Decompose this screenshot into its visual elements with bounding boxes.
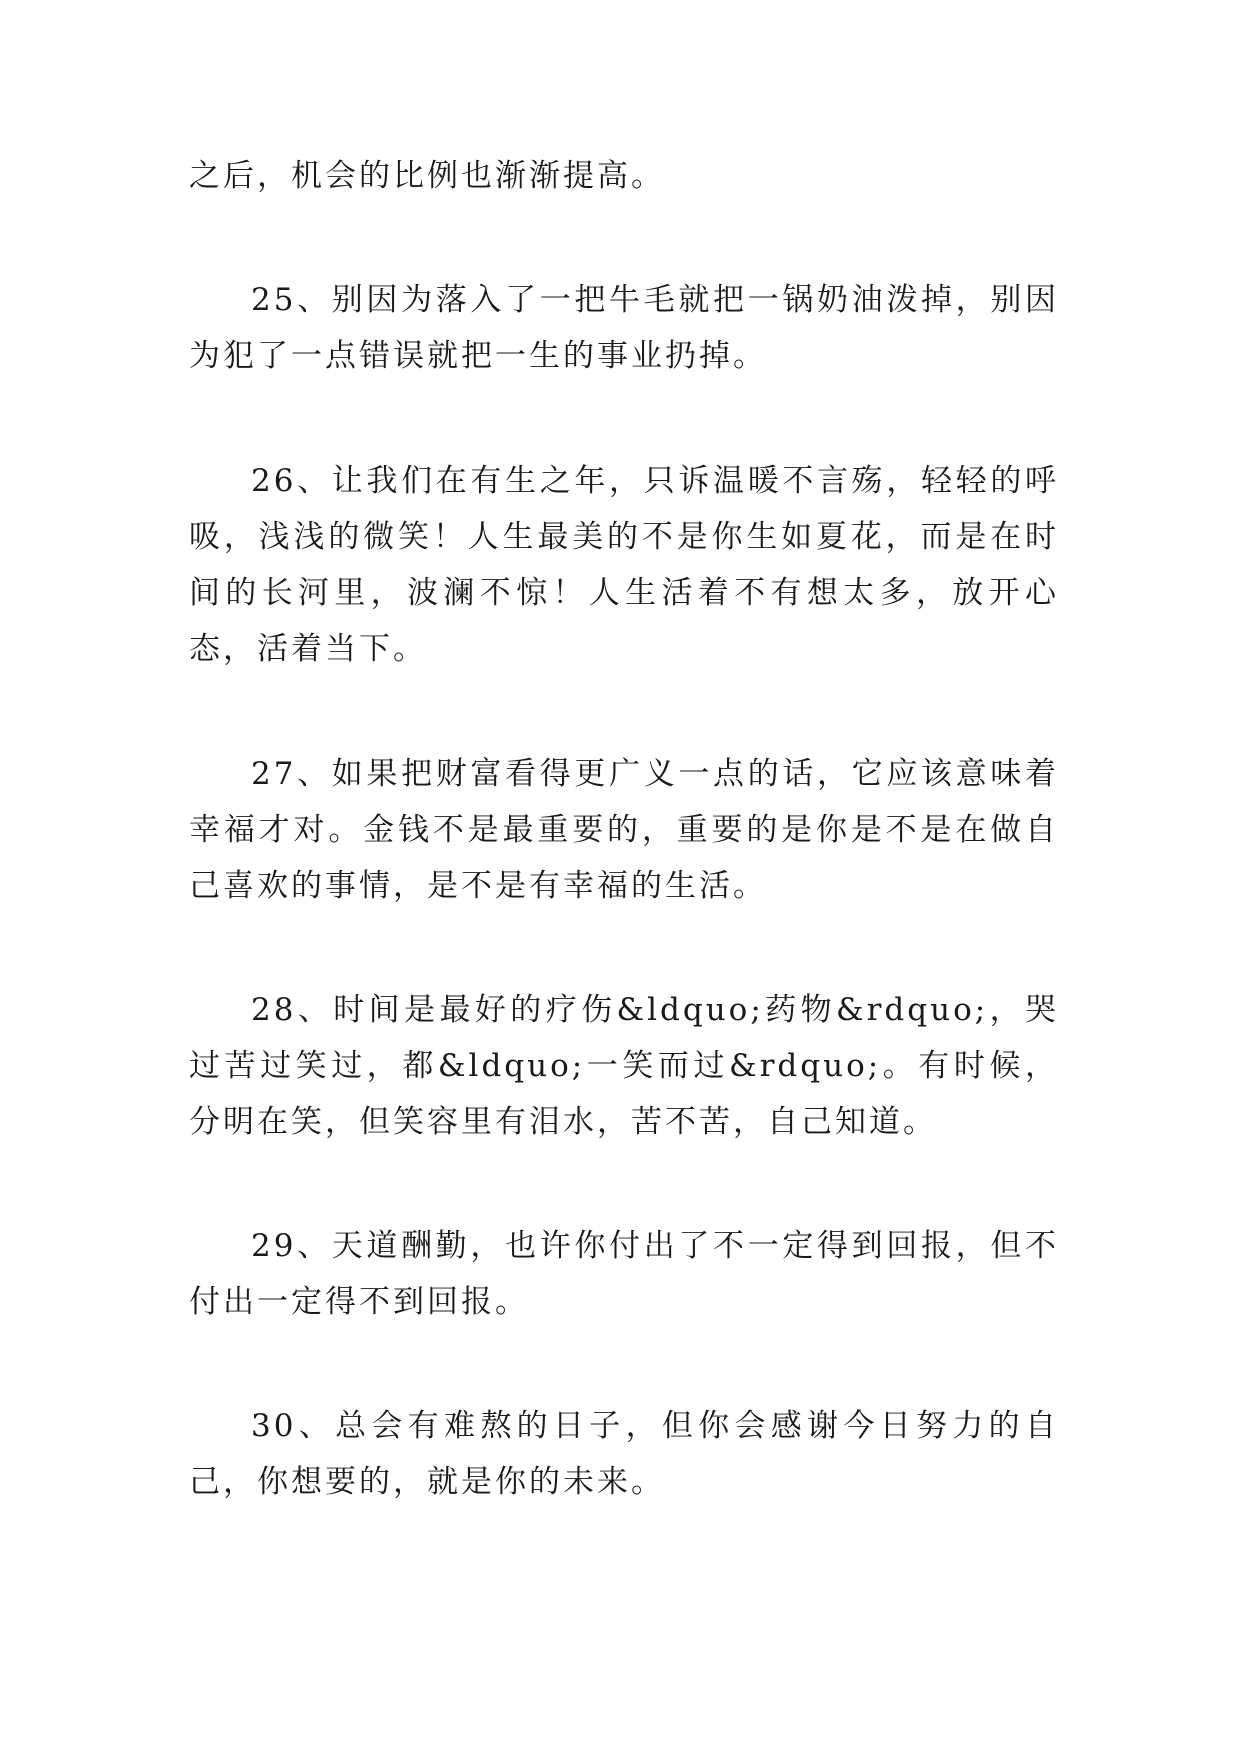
paragraph-26: 26、让我们在有生之年，只诉温暖不言殇，轻轻的呼吸，浅浅的微笑！人生最美的不是你生如夏花，而是在时间的长河里，波澜不惊！人生活着不有想太多，放开心态，活着当下。 [189,463,1059,667]
continuation-text: 之后，机会的比例也渐渐提高。 [189,158,665,194]
paragraph-27: 27、如果把财富看得更广义一点的话，它应该意味着幸福才对。金钱不是最重要的，重要的是你是不是在做自己喜欢的事情，是不是有幸福的生活。 [189,756,1059,904]
paragraph-30: 30、总会有难熬的日子，但你会感谢今日努力的自己，你想要的，就是你的未来。 [189,1408,1059,1500]
paragraph-25: 25、别因为落入了一把牛毛就把一锅奶油泼掉，别因为犯了一点错误就把一生的事业扔掉。 [189,282,1059,374]
paragraph-29: 29、天道酬勤，也许你付出了不一定得到回报，但不付出一定得不到回报。 [189,1228,1059,1320]
paragraph-28: 28、时间是最好的疗伤&ldquo;药物&rdquo;，哭过苦过笑过，都&ldquo;一笑而过&rdquo;。有时候，分明在笑，但笑容里有泪水，苦不苦，自己知道。 [189,992,1059,1140]
